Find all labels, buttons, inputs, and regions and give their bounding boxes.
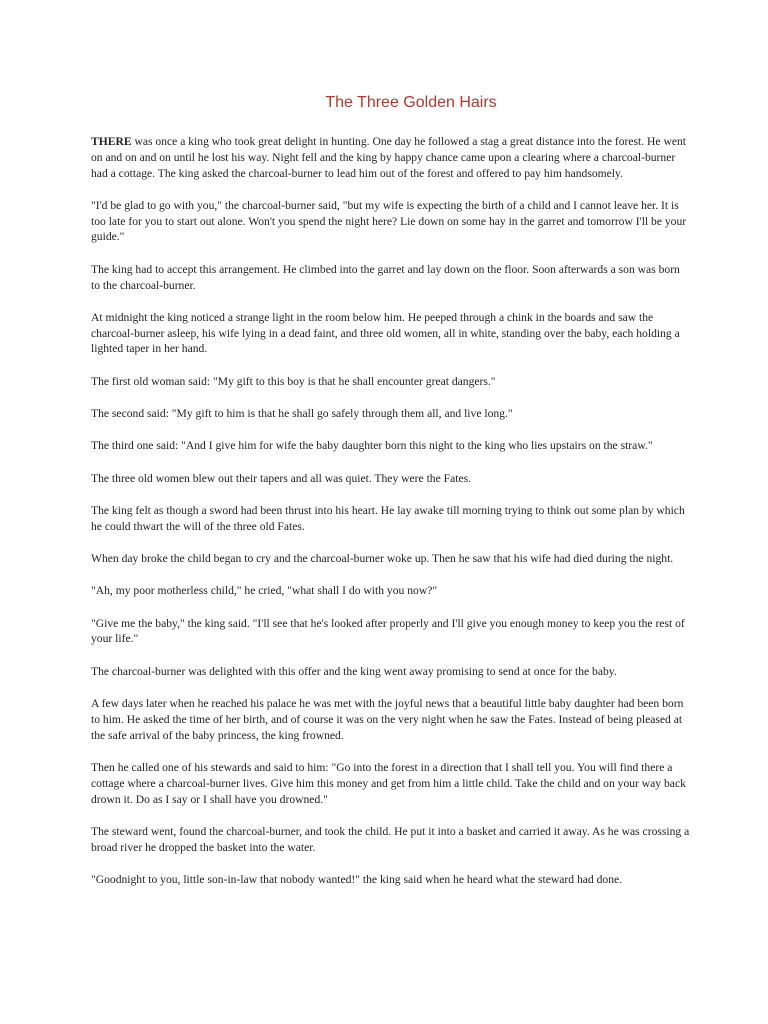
paragraph-16: The steward went, found the charcoal-burner, and took the child. He put it into a basket and carried it away. As he was crossing a broad river he dropped the basket into the water. (91, 824, 690, 854)
paragraph-9: The king felt as though a sword had been thrust into his heart. He lay awake till morning trying to think out some plan by which he could thwart the will of the three old Fates. (91, 503, 685, 533)
paragraph-17: "Goodnight to you, little son-in-law that nobody wanted!" the king said when he heard what the steward had done. (91, 872, 623, 886)
paragraph-11: "Ah, my poor motherless child," he cried, "what shall I do with you now?" (91, 584, 438, 598)
lead-word: THERE (91, 135, 132, 148)
paragraph-1-text: was once a king who took great delight in hunting. One day he followed a stag a great distance into the forest. He went on and on and on until he lost his way. Night fell and the king by happy chance came upon a clearing where a charcoal-burner had a cottage. The king asked the charcoal-burner to lead him out of the forest and offered to pay him handsomely. (91, 135, 687, 180)
paragraph-6: The second said: "My gift to him is that he shall go safely through them all, and live long." (91, 407, 513, 421)
paragraph-10: When day broke the child began to cry and the charcoal-burner woke up. Then he saw that his wife had died during the night. (91, 552, 674, 566)
document-page (91, 94, 691, 904)
paragraph-15: Then he called one of his stewards and said to him: "Go into the forest in a direction that I shall tell you. You will find there a cottage where a charcoal-burner lives. Give him this money and get from him a little child. Take the child and on your way back drown it. Do as I say or I shall have you drowned." (91, 760, 686, 806)
paragraph-3: The king had to accept this arrangement. He climbed into the garret and lay down on the floor. Soon afterwards a son was born to the charcoal-burner. (91, 262, 680, 292)
paragraph-4: At midnight the king noticed a strange light in the room below him. He peeped through a chink in the boards and saw the charcoal-burner asleep, his wife lying in a dead faint, and three old women, all in white, standing over the baby, each holding a lighted taper in her hand. (91, 310, 680, 356)
paragraph-8: The three old women blew out their tapers and all was quiet. They were the Fates. (91, 471, 472, 485)
document-title: The Three Golden Hairs (325, 94, 497, 111)
paragraph-5: The first old woman said: "My gift to this boy is that he shall encounter great dangers." (91, 374, 496, 388)
paragraph-13: The charcoal-burner was delighted with this offer and the king went away promising to send at once for the baby. (91, 664, 617, 678)
paragraph-2: "I'd be glad to go with you," the charcoal-burner said, "but my wife is expecting the birth of a child and I cannot leave her. It is too late for you to start out alone. Won't you spend the night here? Lie down on some hay in the garret and tomorrow I'll be your guide." (91, 198, 687, 244)
paragraph-1 (91, 134, 691, 181)
paragraph-14: A few days later when he reached his palace he was met with the joyful news that a beautiful little baby daughter had been born to him. He asked the time of her birth, and of course it was on the very night when he saw the Fates. Instead of being pleased at the safe arrival of the baby princess, the king frowned. (91, 697, 684, 742)
paragraph-12: "Give me the baby," the king said. "I'll see that he's looked after properly and I'll give you enough money to keep you the rest of your life." (91, 616, 685, 646)
paragraph-7: The third one said: "And I give him for wife the baby daughter born this night to the king who lies upstairs on the straw." (91, 439, 653, 453)
